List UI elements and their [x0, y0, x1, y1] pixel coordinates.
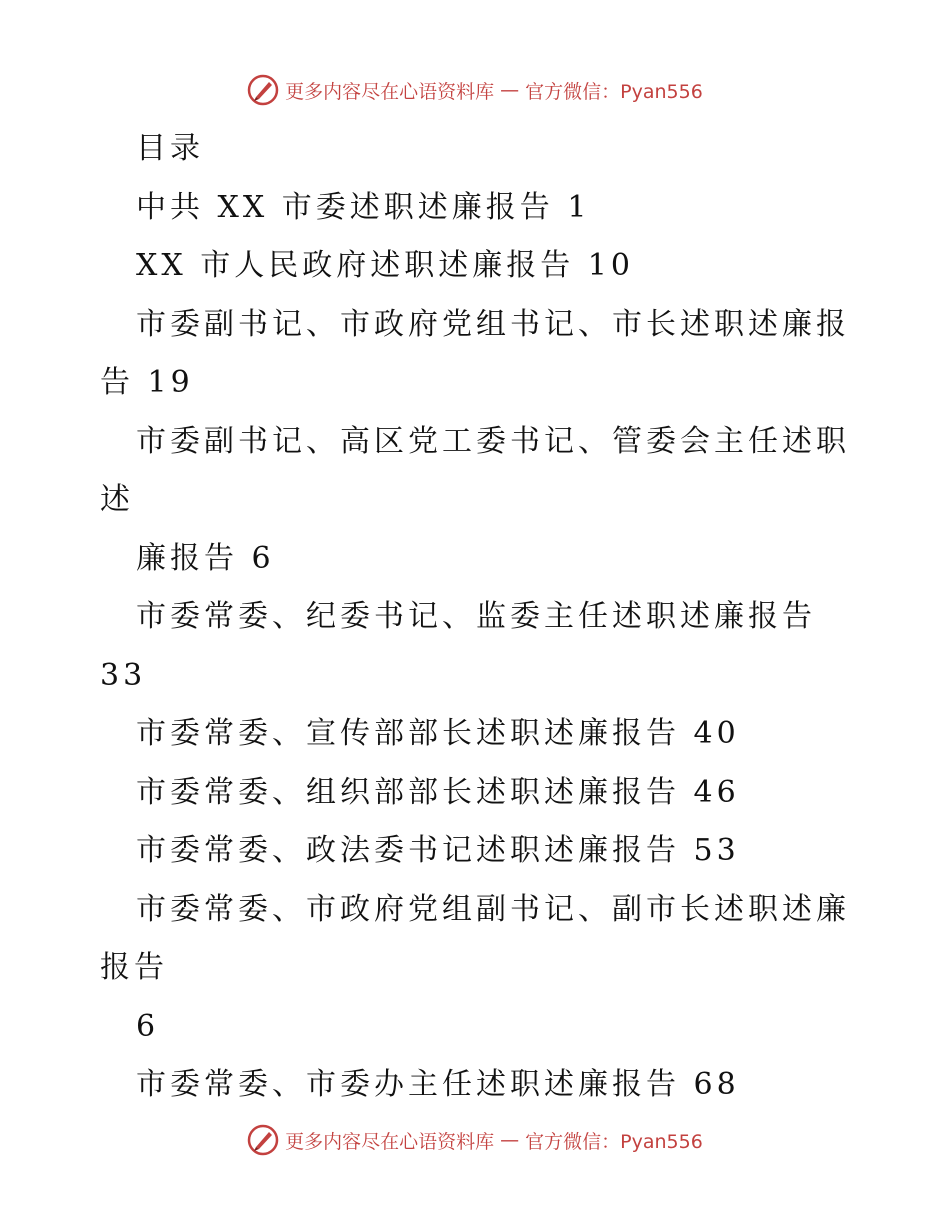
toc-entry: 市委常委、宣传部部长述职述廉报告 40: [136, 716, 740, 751]
toc-entry: 市委常委、纪委书记、监委主任述职述廉报告: [136, 599, 816, 634]
banner-separator: —: [500, 79, 520, 101]
toc-entry: 市委常委、市委办主任述职述廉报告 68: [136, 1067, 740, 1102]
banner-contact: 官方微信：Pyan556: [525, 1130, 703, 1153]
toc-entry: 市委副书记、高区党工委书记、管委会主任述职: [136, 423, 850, 459]
toc-entry: 廉报告 6: [136, 540, 275, 576]
toc-title: 目录: [136, 131, 204, 166]
toc-entry-continuation: 报告: [100, 950, 168, 985]
pen-feather-logo-icon: [247, 74, 279, 106]
toc-entry: 市委常委、政法委书记述职述廉报告 53: [136, 833, 740, 868]
banner-separator: —: [500, 1129, 520, 1151]
toc-entry: 中共 XX 市委述职述廉报告 1: [136, 189, 591, 225]
footer-watermark-banner: [0, 1120, 950, 1160]
header-watermark-banner: [0, 70, 950, 110]
banner-text: 更多内容尽在心语资料库: [285, 1130, 495, 1153]
pen-feather-logo-icon: [247, 1124, 279, 1156]
toc-entry: 市委常委、市政府党组副书记、副市长述职述廉: [136, 891, 850, 927]
toc-entry: 6: [136, 1008, 160, 1044]
toc-entry: 市委常委、组织部部长述职述廉报告 46: [136, 774, 740, 810]
toc-entry: 市委副书记、市政府党组书记、市长述职述廉报: [136, 306, 850, 342]
toc-entry: XX 市人民政府述职述廉报告 10: [136, 248, 634, 283]
toc-entry-continuation: 告 19: [100, 365, 194, 400]
banner-contact: 官方微信：Pyan556: [525, 80, 703, 103]
table-of-contents: [100, 120, 860, 1115]
toc-entry-continuation: 述: [100, 482, 134, 517]
banner-text: 更多内容尽在心语资料库: [285, 80, 495, 103]
toc-entry-continuation: 33: [100, 657, 147, 693]
